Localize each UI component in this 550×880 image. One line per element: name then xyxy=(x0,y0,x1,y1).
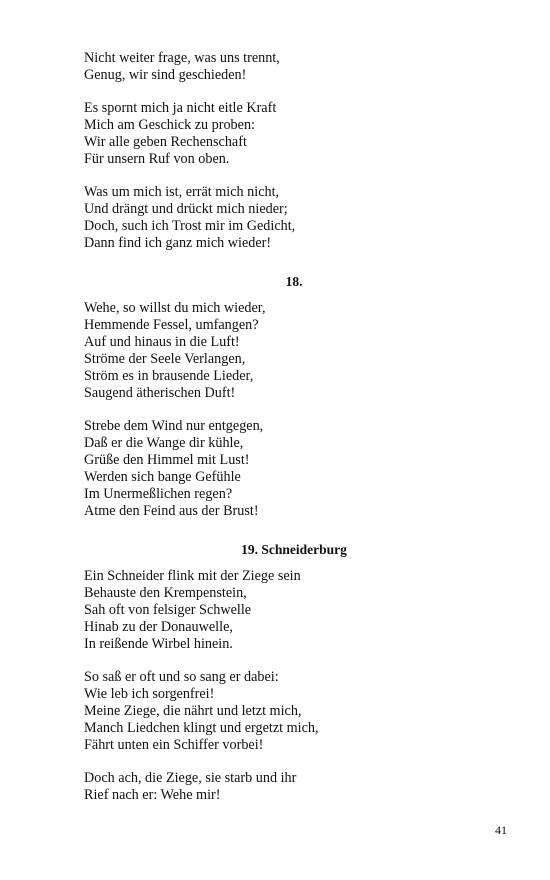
verse-line: Im Unermeßlichen regen? xyxy=(84,486,233,502)
verse-line: Was um mich ist, errät mich nicht, xyxy=(84,184,280,200)
verse-line: Genug, wir sind geschieden! xyxy=(84,67,247,83)
stanza xyxy=(84,418,504,520)
verse-line: Meine Ziege, die nährt und letzt mich, xyxy=(84,703,302,719)
verse-line: Doch ach, die Ziege, sie starb und ihr xyxy=(84,770,297,786)
verse-line: Daß er die Wange dir kühle, xyxy=(84,435,244,451)
verse-line: Ströme der Seele Verlangen, xyxy=(84,351,246,367)
stanza-gap xyxy=(84,754,504,770)
poem-heading: 19. Schneiderburg xyxy=(241,542,347,557)
verse-line: So saß er oft und so sang er dabei: xyxy=(84,669,279,685)
verse-line: Hinab zu der Donauwelle, xyxy=(84,619,233,635)
verse-line: Ström es in brausende Lieder, xyxy=(84,368,254,384)
verse-line: Ein Schneider flink mit der Ziege sein xyxy=(84,568,301,584)
verse-line: Manch Liedchen klingt und ergetzt mich, xyxy=(84,720,319,736)
verse-line: Wehe, so willst du mich wieder, xyxy=(84,300,266,316)
verse-line: Werden sich bange Gefühle xyxy=(84,469,241,485)
stanza xyxy=(84,669,504,754)
verse-line: Wir alle geben Rechenschaft xyxy=(84,134,247,150)
verse-line: Grüße den Himmel mit Lust! xyxy=(84,452,250,468)
verse-line: Und drängt und drückt mich nieder; xyxy=(84,201,288,217)
stanza-gap xyxy=(84,168,504,184)
stanza xyxy=(84,568,504,653)
verse-line: Hemmende Fessel, umfangen? xyxy=(84,317,259,333)
verse-line: Saugend ätherischen Duft! xyxy=(84,385,236,401)
stanza xyxy=(84,100,504,168)
stanza xyxy=(84,770,504,804)
verse-line: In reißende Wirbel hinein. xyxy=(84,636,233,652)
verse-line: Auf und hinaus in die Luft! xyxy=(84,334,240,350)
stanza-gap xyxy=(84,402,504,418)
verse-line: Behauste den Krempenstein, xyxy=(84,585,247,601)
stanza-gap xyxy=(84,653,504,669)
verse-line: Doch, such ich Trost mir im Gedicht, xyxy=(84,218,296,234)
verse-line: Für unsern Ruf von oben. xyxy=(84,151,230,167)
stanza-gap xyxy=(84,84,504,100)
verse-line: Rief nach er: Wehe mir! xyxy=(84,787,221,803)
stanza xyxy=(84,184,504,252)
page-number: 41 xyxy=(495,823,507,837)
stanza xyxy=(84,50,504,84)
verse-line: Atme den Feind aus der Brust! xyxy=(84,503,259,519)
verse-line: Es spornt mich ja nicht eitle Kraft xyxy=(84,100,277,116)
poem-heading: 18. xyxy=(285,274,303,289)
verse-line: Sah oft von felsiger Schwelle xyxy=(84,602,252,618)
verse-line: Strebe dem Wind nur entgegen, xyxy=(84,418,264,434)
verse-line: Mich am Geschick zu proben: xyxy=(84,117,255,133)
verse-line: Nicht weiter frage, was uns trennt, xyxy=(84,50,280,66)
verse-line: Fährt unten ein Schiffer vorbei! xyxy=(84,737,264,753)
stanza xyxy=(84,300,504,402)
verse-line: Dann find ich ganz mich wieder! xyxy=(84,235,272,251)
verse-line: Wie leb ich sorgenfrei! xyxy=(84,686,215,702)
poem-text xyxy=(84,50,504,804)
